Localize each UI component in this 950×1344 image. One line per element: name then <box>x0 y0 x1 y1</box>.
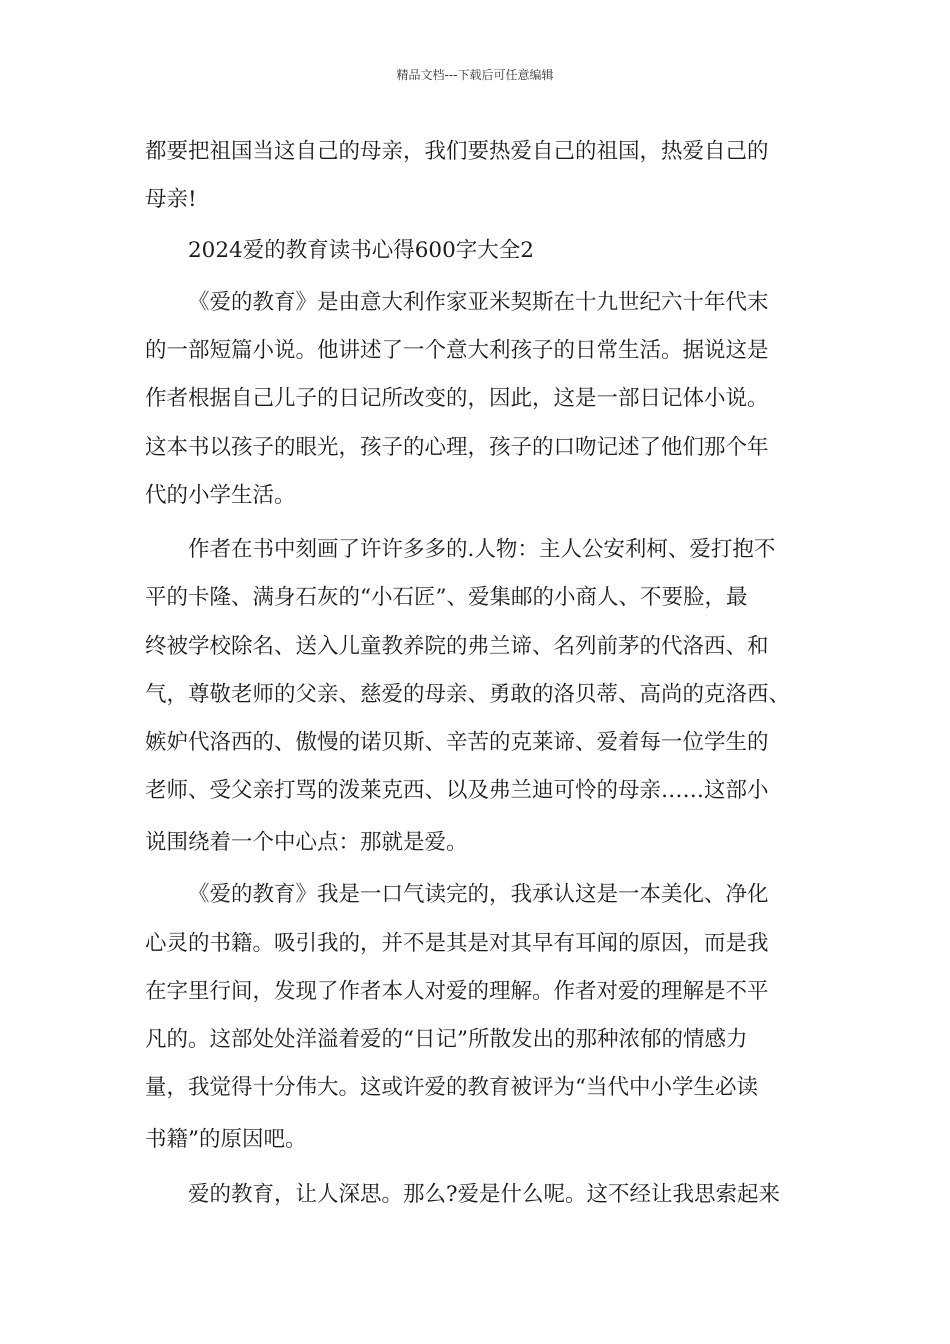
text-line: 都要把祖国当这自己的母亲，我们要热爱自己的祖国，热爱自己的 <box>145 139 769 164</box>
text-line: 书籍”的原因吧。 <box>145 1127 307 1152</box>
section-heading: 2024爱的教育读书心得600字大全2 <box>188 238 534 263</box>
text-line: 量，我觉得十分伟大。这或许爱的教育被评为“当代中小学生必读 <box>145 1075 758 1100</box>
text-line: 这本书以孩子的眼光，孩子的心理，孩子的口吻记述了他们那个年 <box>145 435 769 460</box>
text-line: 作者根据自己儿子的日记所改变的，因此，这是一部日记体小说。 <box>145 386 769 411</box>
text-line: 老师、受父亲打骂的泼莱克西、以及弗兰迪可怜的母亲……这部小 <box>145 778 769 803</box>
text-line: 说围绕着一个中心点：那就是爱。 <box>145 830 468 855</box>
text-line: 气，尊敬老师的父亲、慈爱的母亲、勇敢的洛贝蒂、高尚的克洛西、 <box>145 682 791 707</box>
text-line: 母亲! <box>145 187 197 212</box>
text-line: 平的卡隆、满身石灰的“小石匠”、爱集邮的小商人、不要脸，最 <box>145 585 748 610</box>
text-line: 凡的。这部处处洋溢着爱的“日记”所散发出的那种浓郁的情感力 <box>145 1027 748 1052</box>
text-line: 心灵的书籍。吸引我的，并不是其是对其早有耳闻的原因，而是我 <box>145 931 769 956</box>
text-line: 在字里行间，发现了作者本人对爱的理解。作者对爱的理解是不平 <box>145 979 769 1004</box>
text-line: 《爱的教育》我是一口气读完的，我承认这是一本美化、净化 <box>188 882 769 907</box>
page-header: 精品文档---下载后可任意编辑 <box>396 68 554 82</box>
text-line: 《爱的教育》是由意大利作家亚米契斯在十九世纪六十年代末 <box>188 290 769 315</box>
text-line: 的一部短篇小说。他讲述了一个意大利孩子的日常生活。据说这是 <box>145 338 769 363</box>
text-line: 作者在书中刻画了许许多多的.人物：主人公安利柯、爱打抱不 <box>188 537 776 562</box>
text-line: 爱的教育，让人深思。那么?爱是什么呢。这不经让我思索起来 <box>188 1182 781 1207</box>
text-line: 嫉妒代洛西的、傲慢的诺贝斯、辛苦的克莱谛、爱着每一位学生的 <box>145 730 769 755</box>
text-line: 代的小学生活。 <box>145 483 296 508</box>
text-line: 终被学校除名、送入儿童教养院的弗兰谛、名列前茅的代洛西、和 <box>145 634 769 659</box>
